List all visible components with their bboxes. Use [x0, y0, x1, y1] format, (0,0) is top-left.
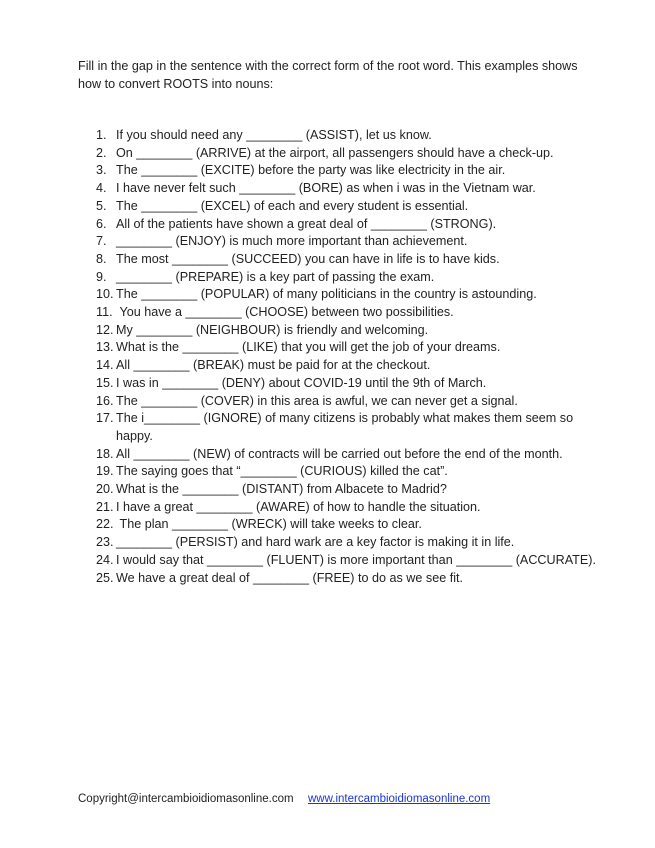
item-sentence: I have a great ________ (AWARE) of how to handle the situation. — [116, 499, 481, 514]
list-item — [96, 552, 596, 570]
list-item — [96, 463, 596, 481]
list-item — [96, 233, 596, 251]
instructions: Fill in the gap in the sentence with the correct form of the root word. This examples shows how to convert ROOTS into nouns: — [78, 59, 578, 91]
item-sentence: My ________ (NEIGHBOUR) is friendly and welcoming. — [116, 322, 429, 337]
item-number: 15. — [96, 375, 114, 390]
item-sentence: The ________ (EXCITE) before the party was like electricity in the air. — [116, 163, 506, 178]
item-sentence: What is the ________ (LIKE) that you will get the job of your dreams. — [116, 340, 501, 355]
item-number: 25. — [96, 570, 114, 585]
list-item — [96, 534, 596, 552]
website-link[interactable]: www.intercambioidiomasonline.com — [308, 793, 491, 805]
item-number: 22. — [96, 517, 114, 532]
list-item — [96, 304, 596, 322]
list-item — [96, 286, 596, 304]
list-item — [96, 339, 596, 357]
list-item — [96, 481, 596, 499]
item-sentence: The plan ________ (WRECK) will take weeks to clear. — [116, 517, 422, 532]
item-number: 4. — [96, 181, 107, 196]
item-number: 14. — [96, 358, 114, 373]
list-item — [96, 446, 596, 464]
item-number: 18. — [96, 446, 114, 461]
item-sentence: The ________ (EXCEL) of each and every student is essential. — [116, 198, 469, 213]
item-number: 7. — [96, 234, 107, 249]
item-sentence: On ________ (ARRIVE) at the airport, all passengers should have a check-up. — [116, 145, 554, 160]
list-item — [96, 393, 596, 411]
item-number: 10. — [96, 287, 114, 302]
item-number: 6. — [96, 216, 107, 231]
item-sentence: What is the ________ (DISTANT) from Albacete to Madrid? — [116, 482, 447, 497]
item-sentence: The ________ (POPULAR) of many politicians in the country is astounding. — [116, 287, 537, 302]
item-sentence: ________ (PERSIST) and hard wark are a key factor is making it in life. — [116, 535, 515, 550]
list-item — [96, 162, 596, 180]
item-number: 5. — [96, 198, 107, 213]
item-number: 16. — [96, 393, 114, 408]
list-item — [96, 570, 596, 588]
item-number: 8. — [96, 251, 107, 266]
item-sentence: I was in ________ (DENY) about COVID-19 until the 9th of March. — [116, 375, 487, 390]
item-sentence: ________ (ENJOY) is much more important than achievement. — [116, 234, 468, 249]
item-sentence: We have a great deal of ________ (FREE) to do as we see fit. — [116, 570, 463, 585]
list-item — [96, 198, 596, 216]
item-number: 2. — [96, 145, 107, 160]
item-sentence: I have never felt such ________ (BORE) as when i was in the Vietnam war. — [116, 181, 536, 196]
item-number: 9. — [96, 269, 107, 284]
exercise-list — [96, 127, 596, 587]
item-number: 11. — [96, 305, 113, 320]
item-number: 21. — [96, 499, 114, 514]
item-sentence: All ________ (BREAK) must be paid for at the checkout. — [116, 358, 431, 373]
list-item — [96, 180, 596, 198]
item-number: 12. — [96, 322, 114, 337]
item-sentence: The ________ (COVER) in this area is awful, we can never get a signal. — [116, 393, 518, 408]
list-item — [96, 375, 596, 393]
item-number: 13. — [96, 340, 114, 355]
list-item — [96, 516, 596, 534]
item-sentence: You have a ________ (CHOOSE) between two possibilities. — [116, 305, 454, 320]
list-item — [96, 145, 596, 163]
item-sentence: If you should need any ________ (ASSIST), let us know. — [116, 128, 432, 142]
item-number: 17. — [96, 411, 114, 426]
item-sentence: The i________ (IGNORE) of many citizens is probably what makes them seem so happy. — [116, 411, 577, 443]
item-sentence: I would say that ________ (FLUENT) is more important than ________ (ACCURATE). — [116, 552, 596, 567]
item-number: 1. — [96, 128, 107, 142]
list-item — [96, 499, 596, 517]
item-sentence: All of the patients have shown a great deal of ________ (STRONG). — [116, 216, 497, 231]
item-number: 24. — [96, 552, 114, 567]
item-number: 20. — [96, 482, 114, 497]
copyright-text: Copyright@intercambioidiomasonline.com — [78, 793, 294, 805]
list-item — [96, 322, 596, 340]
list-item — [96, 251, 596, 269]
item-sentence: ________ (PREPARE) is a key part of passing the exam. — [116, 269, 435, 284]
item-sentence: The saying goes that “________ (CURIOUS) killed the cat”. — [116, 464, 448, 479]
item-sentence: All ________ (NEW) of contracts will be carried out before the end of the month. — [116, 446, 563, 461]
item-number: 3. — [96, 163, 107, 178]
list-item — [96, 410, 596, 445]
list-item — [96, 269, 596, 287]
list-item — [96, 357, 596, 375]
item-sentence: The most ________ (SUCCEED) you can have in life is to have kids. — [116, 251, 500, 266]
list-item — [96, 216, 596, 234]
list-item — [96, 127, 596, 145]
item-number: 19. — [96, 464, 114, 479]
item-number: 23. — [96, 535, 114, 550]
